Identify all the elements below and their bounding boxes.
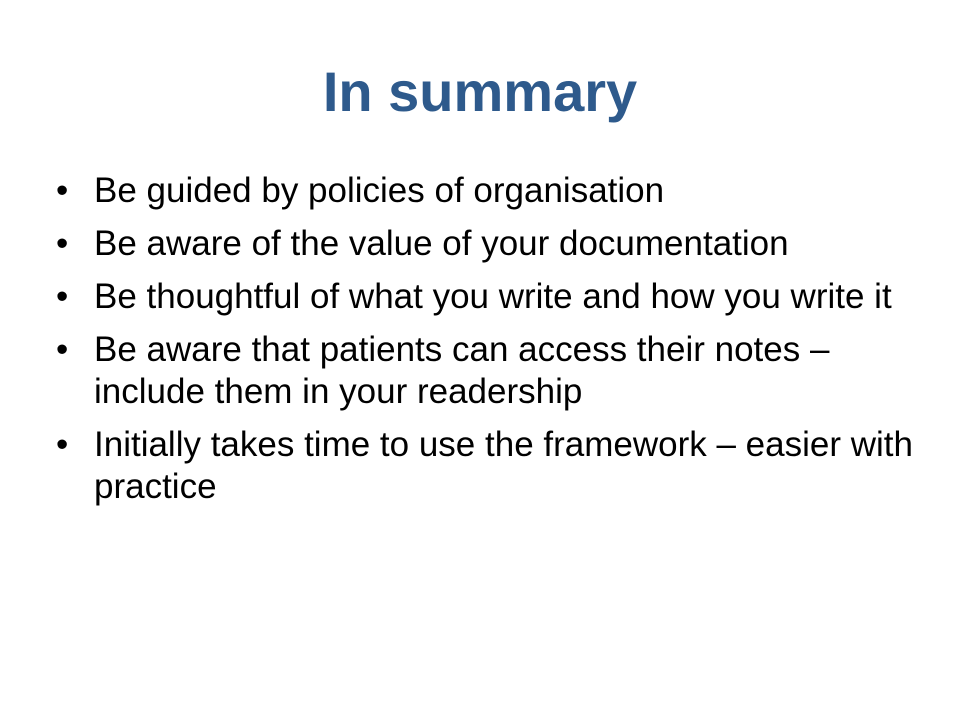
bullet-icon: •: [56, 330, 69, 369]
bullet-item: [56, 276, 916, 318]
bullet-text: Be aware of the value of your documentation: [94, 224, 789, 263]
bullet-list: [56, 170, 916, 519]
bullet-icon: •: [56, 425, 69, 464]
bullet-icon: •: [56, 224, 69, 263]
bullet-icon: •: [56, 171, 69, 210]
bullet-text: Be guided by policies of organisation: [94, 171, 665, 210]
bullet-text: Initially takes time to use the framework – easier with practice: [94, 425, 913, 506]
slide-title: In summary: [322, 60, 638, 123]
bullet-item: [56, 329, 916, 413]
bullet-icon: •: [56, 277, 69, 316]
bullet-item: [56, 223, 916, 265]
bullet-text: Be thoughtful of what you write and how you write it: [94, 277, 892, 316]
bullet-text: Be aware that patients can access their notes – include them in your readership: [94, 330, 830, 411]
bullet-item: [56, 424, 916, 508]
bullet-item: [56, 170, 916, 212]
